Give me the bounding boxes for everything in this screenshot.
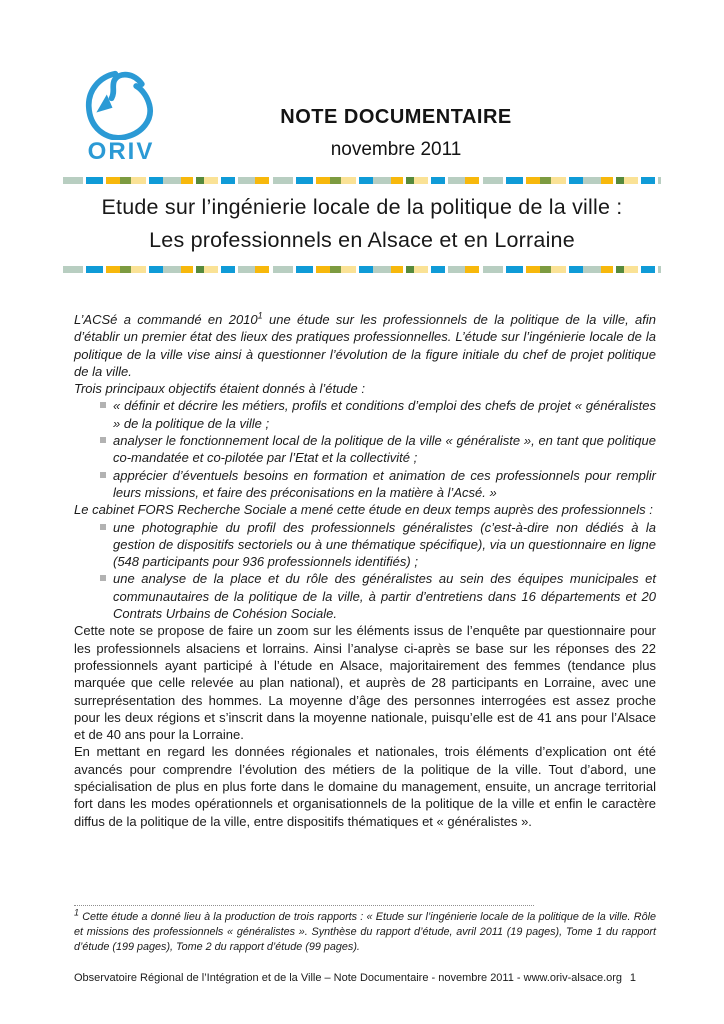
objective-item-text: « définir et décrire les métiers, profils et conditions d’emploi des chefs de projet « généralistes » de la politique de la ville ;: [113, 398, 656, 431]
footnote-area: [74, 905, 656, 954]
document-title: [0, 191, 724, 257]
note-date: novembre 2011: [330, 139, 462, 160]
footnote-reference-marker: 1: [257, 310, 263, 321]
square-bullet-icon: [100, 402, 106, 408]
document-header: [136, 106, 656, 161]
method-item-text: une analyse de la place et du rôle des généralistes au sein des équipes municipales et communautaires de la politique de la ville, à partir d’entretiens dans 16 départements et 20 Contrats Urbains de Cohésion Sociale.: [113, 571, 656, 622]
objectives-list: [100, 397, 656, 501]
objective-item-text: analyser le fonctionnement local de la politique de la ville « généraliste », en tant que politique co-mandatée et co-pilotée par l’Etat et la collectivité ;: [113, 433, 656, 466]
list-item: [100, 432, 656, 467]
decorative-mosaic-bar-top: [63, 177, 661, 184]
page-number: 1: [629, 972, 636, 984]
document-title-line2: Les professionnels en Alsace et en Lorraine: [149, 228, 575, 252]
square-bullet-icon: [100, 437, 106, 443]
square-bullet-icon: [100, 472, 106, 478]
note-type-title: NOTE DOCUMENTAIRE: [280, 106, 512, 128]
list-item: [100, 570, 656, 622]
method-list: [100, 519, 656, 623]
analysis-paragraph-2: En mettant en regard les données régionales et nationales, trois éléments d’explication ont été avancés pour comprendre l’évolution des métiers de la politique de la ville. Tout d’abord, une spécialisation de plus en plus forte dans le domaine du management, ensuite, un ancrage territorial fort dans les modes opérationnels et organisationnels de la politique de la ville et enfin le caractère diffus de la politique de la ville, entre dispositifs thématiques et « généralistes ».: [74, 744, 656, 829]
decorative-mosaic-bar-bottom: [63, 266, 661, 273]
intro-text-after-footnote-ref: une étude sur les professionnels de la politique de la ville, afin d’établir un premier état des lieux des pratiques professionnelles. L’étude sur l’ingénierie locale de la politique de la ville vise ainsi à questionner l’évolution de la figure initiale du chef de projet politique de la ville.: [74, 312, 656, 379]
footnote-separator-rule: [74, 905, 534, 906]
footnote-text: Cette étude a donné lieu à la production de trois rapports : « Etude sur l’ingénierie locale de la politique de la ville. Rôle et missions des professionnels « généralistes ». Synthèse du rapport d’étude, avril 2011 (19 pages), Tome 1 du rapport d’étude (199 pages), Tome 2 du rapport d’étude (99 pages).: [74, 911, 656, 953]
intro-text-before-footnote-ref: L’ACSé a commandé en 2010: [74, 312, 258, 327]
method-item-text: une photographie du profil des professionnels généralistes (c’est-à-dire non dédiés à la gestion de dispositifs sectoriels ou à une thématique spécifique), via un questionnaire en ligne (548 participants pour 936 professionnels identifiés) ;: [113, 519, 656, 570]
list-item: [100, 519, 656, 571]
square-bullet-icon: [100, 524, 106, 530]
document-title-line1: Etude sur l’ingénierie locale de la politique de la ville :: [101, 195, 623, 219]
footnote: [74, 907, 656, 954]
square-bullet-icon: [100, 575, 106, 581]
intro-paragraph: [74, 311, 656, 380]
list-item: [100, 397, 656, 432]
list-item: [100, 467, 656, 502]
footnote-number: 1: [74, 907, 80, 918]
analysis-paragraph-1: Cette note se propose de faire un zoom sur les éléments issus de l’enquête par questionnaire pour les professionnels alsaciens et lorrains. Ainsi l’analyse ci-après se base sur les réponses des 22 professionnels ayant participé à l’étude en Alsace, majoritairement des femmes (tendance plus marquée que celle relevée au plan national), et auprès de 28 participants en Lorraine, avec une surreprésentation des hommes. La moyenne d’âge des personnes interrogées est assez proche pour les deux régions et s’inscrit dans la moyenne nationale, puisqu’elle est de 41 ans pour l’Alsace et de 40 ans pour la Lorraine.: [74, 623, 656, 743]
objectives-intro-line: Trois principaux objectifs étaient donnés à l’étude :: [74, 381, 365, 397]
method-intro-line: Le cabinet FORS Recherche Sociale a mené cette étude en deux temps auprès des professionnels :: [74, 502, 653, 518]
document-body: [74, 311, 656, 830]
oriv-logo-text: ORIV: [87, 138, 155, 165]
page-footer: [74, 972, 636, 984]
footer-text: Observatoire Régional de l’Intégration et de la Ville – Note Documentaire - novembre 2011 - www.oriv-alsace.org: [74, 972, 623, 984]
objective-item-text: apprécier d’éventuels besoins en formation et animation de ces professionnels pour remplir leurs missions, et faire des préconisations en la matière à l’Acsé. »: [113, 467, 656, 500]
